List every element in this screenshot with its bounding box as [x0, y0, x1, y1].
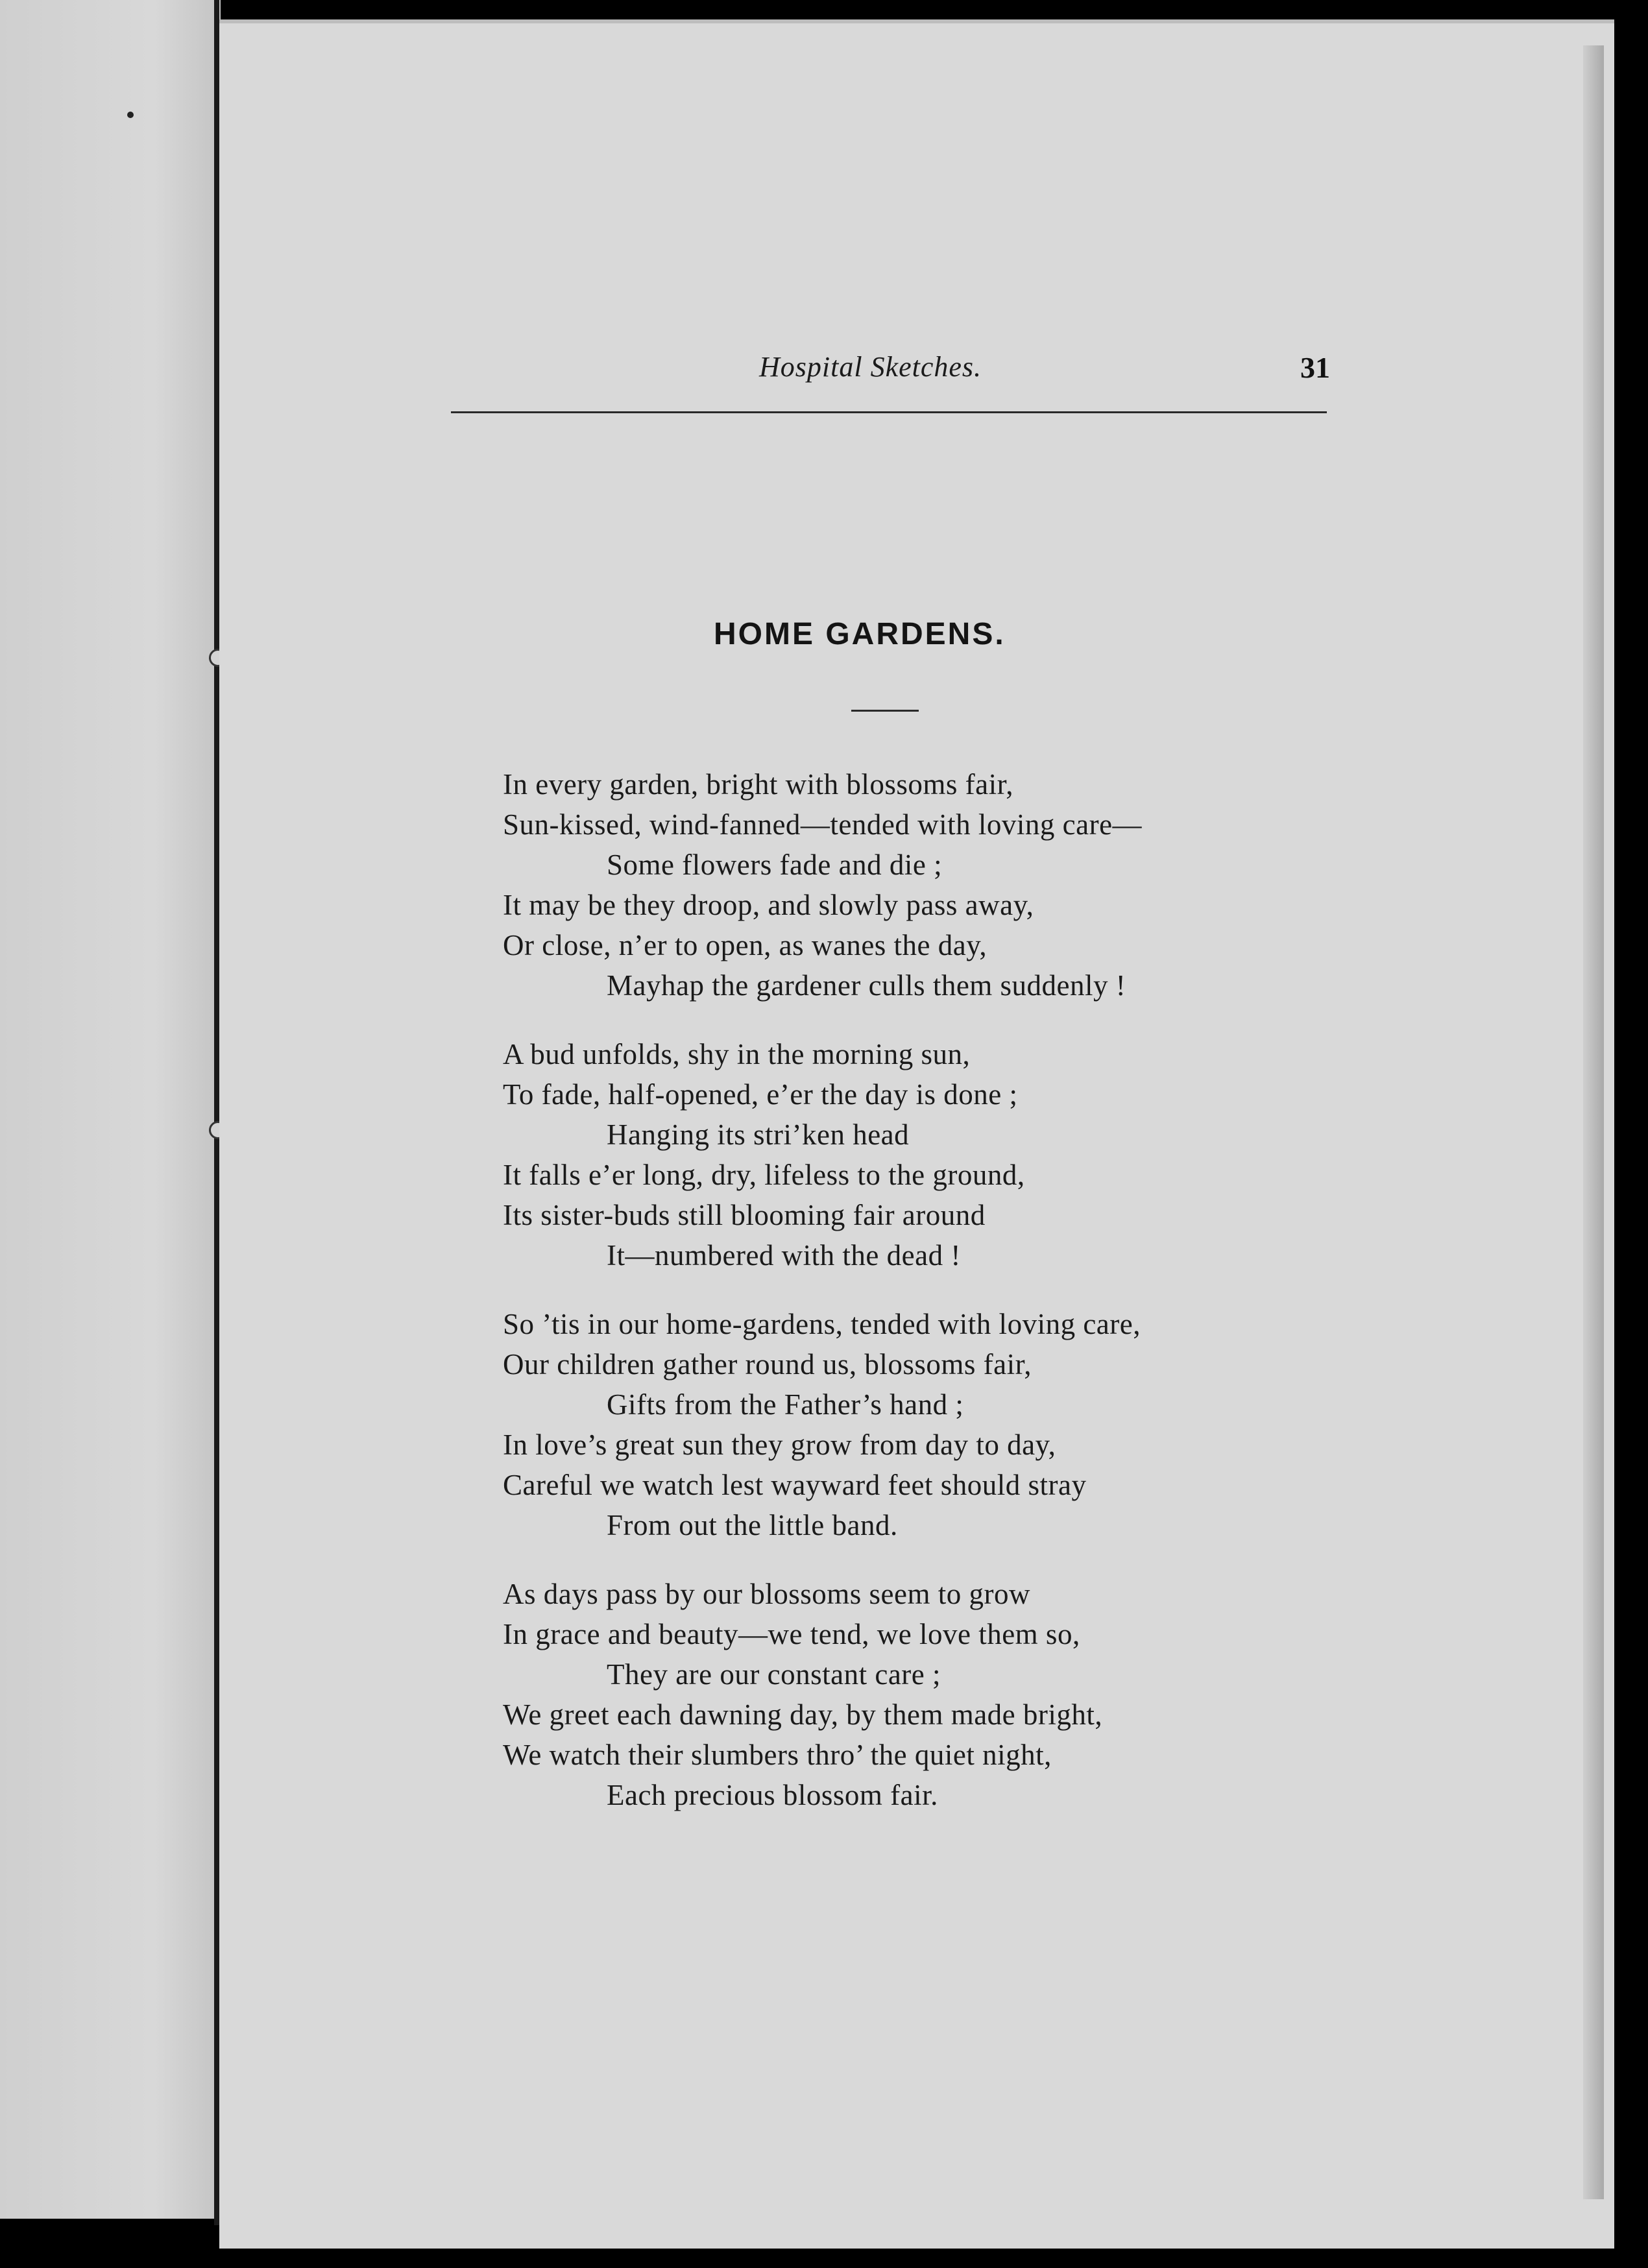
poem-line: We greet each dawning day, by them made bright, — [503, 1698, 1103, 1731]
running-head-title: Hospital Sketches. — [759, 351, 982, 383]
poem-line: In grace and beauty—we tend, we love them so, — [503, 1618, 1080, 1650]
poem-line: Careful we watch lest wayward feet should stray — [503, 1469, 1087, 1501]
poem-line: Mayhap the gardener culls them suddenly ! — [607, 969, 1126, 1002]
poem-line: It may be they droop, and slowly pass away, — [503, 889, 1034, 921]
poem-stanza — [503, 1574, 1320, 1815]
poem-line: To fade, half-opened, e’er the day is done ; — [503, 1078, 1018, 1111]
page-edge-shadow — [1583, 45, 1604, 2199]
poem-line: Our children gather round us, blossoms fair, — [503, 1348, 1032, 1381]
poem-line: So ’tis in our home-gardens, tended with loving care, — [503, 1308, 1141, 1340]
header-rule — [451, 411, 1327, 413]
poem-stanza — [503, 1304, 1320, 1545]
ink-speck — [127, 112, 134, 118]
poem-line: Some flowers fade and die ; — [607, 849, 943, 881]
poem-line: A bud unfolds, shy in the morning sun, — [503, 1038, 971, 1070]
running-head — [454, 350, 1330, 402]
poem-line: Its sister-buds still blooming fair around — [503, 1199, 986, 1231]
poem-line: They are our constant care ; — [607, 1658, 941, 1691]
title-rule — [851, 710, 919, 712]
poem-line: Sun-kissed, wind-fanned—tended with loving care— — [503, 808, 1143, 841]
left-page-edge — [0, 0, 221, 2219]
poem-title: HOME GARDENS. — [714, 617, 1006, 651]
poem-body — [503, 764, 1320, 1844]
poem-line: We watch their slumbers thro’ the quiet night, — [503, 1739, 1052, 1771]
poem-stanza — [503, 1034, 1320, 1275]
poem-stanza — [503, 764, 1320, 1006]
poem-line: It falls e’er long, dry, lifeless to the ground, — [503, 1159, 1025, 1191]
poem-line: In every garden, bright with blossoms fair, — [503, 768, 1014, 801]
poem-line: It—numbered with the dead ! — [607, 1239, 961, 1272]
page-number: 31 — [1300, 351, 1330, 384]
poem-line: Or close, n’er to open, as wanes the day, — [503, 929, 988, 961]
poem-line: Each precious blossom fair. — [607, 1779, 938, 1811]
poem-line: Hanging its stri’ken head — [607, 1118, 910, 1151]
poem-line: From out the little band. — [607, 1509, 898, 1541]
poem-line: In love’s great sun they grow from day to day, — [503, 1429, 1056, 1461]
poem-line: Gifts from the Father’s hand ; — [607, 1388, 964, 1421]
poem-line: As days pass by our blossoms seem to grow — [503, 1578, 1030, 1610]
binding-gutter — [214, 0, 219, 2225]
